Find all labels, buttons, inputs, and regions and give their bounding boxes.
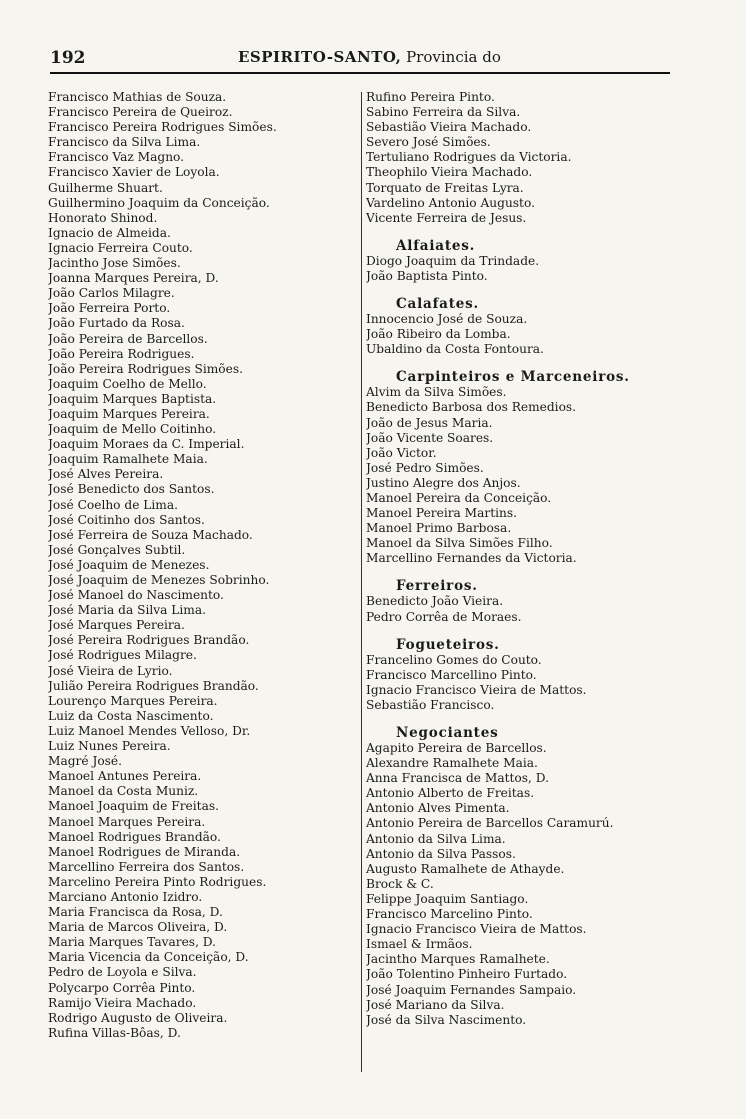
name-entry: Antonio Pereira de Barcellos Caramurú.: [366, 816, 614, 831]
name-entry: Justino Alegre dos Anjos.: [366, 475, 521, 490]
name-entry: Joanna Marques Pereira, D.: [48, 271, 219, 286]
name-entry: Ramijo Vieira Machado.: [48, 995, 197, 1010]
name-entry: Francisco Marcellino Pinto.: [366, 667, 537, 682]
name-entry: Manoel Marques Pereira.: [48, 814, 206, 829]
name-entry: José Gonçalves Subtil.: [48, 542, 186, 557]
name-entry: João Pereira Rodrigues Simões.: [48, 361, 243, 376]
name-entry: Luiz da Costa Nascimento.: [48, 708, 214, 723]
name-entry: Antonio Alves Pimenta.: [366, 801, 510, 816]
name-entry: Lourenço Marques Pereira.: [48, 693, 218, 708]
name-entry: Manoel da Silva Simões Filho.: [366, 536, 553, 551]
name-entry: Ignacio Francisco Vieira de Mattos.: [366, 922, 587, 937]
name-entry: Felippe Joaquim Santiago.: [366, 891, 529, 906]
name-entry: Ubaldino da Costa Fontoura.: [366, 342, 544, 357]
name-entry: José Benedicto dos Santos.: [48, 482, 215, 497]
name-entry: Theophilo Vieira Machado.: [366, 165, 533, 180]
name-entry: Luiz Nunes Pereira.: [48, 739, 171, 754]
name-entry: João Ferreira Porto.: [48, 301, 171, 316]
name-entry: Honorato Shinod.: [48, 210, 158, 225]
name-entry: Benedicto João Vieira.: [366, 594, 504, 609]
name-entry: Marciano Antonio Izidro.: [48, 889, 203, 904]
name-entry: José Vieira de Lyrio.: [48, 663, 173, 678]
name-entry: Pedro de Loyola e Silva.: [48, 965, 197, 980]
name-entry: José Coitinho dos Santos.: [48, 512, 205, 527]
name-entry: João Pereira de Barcellos.: [48, 331, 208, 346]
name-entry: Polycarpo Corrêa Pinto.: [48, 980, 196, 995]
running-head: [238, 48, 501, 66]
name-entry: Vicente Ferreira de Jesus.: [366, 210, 527, 225]
section-heading: Fogueteiros.: [396, 636, 500, 653]
name-entry: João Carlos Milagre.: [48, 286, 175, 301]
section-heading: Negociantes: [396, 725, 499, 741]
name-entry: Antonio Alberto de Freitas.: [366, 786, 535, 801]
name-entry: Sebastião Francisco.: [366, 697, 495, 712]
name-entry: Manoel da Costa Muniz.: [48, 784, 199, 799]
section-heading: Ferreiros.: [396, 578, 478, 595]
page-number: 192: [50, 48, 86, 68]
name-entry: Innocencio José de Souza.: [366, 312, 528, 327]
name-entry: José Mariano da Silva.: [366, 997, 505, 1012]
name-entry: Alvim da Silva Simões.: [366, 385, 507, 400]
name-entry: Ismael & Irmãos.: [366, 937, 473, 952]
name-entry: Benedicto Barbosa dos Remedios.: [366, 400, 577, 415]
right-column: [366, 90, 696, 1028]
name-entry: Marcellino Ferreira dos Santos.: [48, 859, 245, 874]
name-entry: Brock & C.: [366, 876, 434, 891]
name-entry: Alexandre Ramalhete Maia.: [366, 756, 538, 771]
name-entry: Magré José.: [48, 754, 123, 769]
name-entry: Francisco Pereira de Queiroz.: [48, 105, 233, 120]
name-entry: Manoel Primo Barbosa.: [366, 521, 512, 536]
name-entry: João Victor.: [366, 445, 437, 460]
name-entry: Francisco Vaz Magno.: [48, 150, 185, 165]
page-header: [50, 46, 670, 74]
name-entry: José Maria da Silva Lima.: [48, 603, 206, 618]
name-entry: Manoel Rodrigues Brandão.: [48, 829, 221, 844]
name-entry: Francelino Gomes do Couto.: [366, 652, 542, 667]
name-entry: Francisco Pereira Rodrigues Simões.: [48, 120, 277, 135]
name-entry: Luiz Manoel Mendes Velloso, Dr.: [48, 723, 251, 738]
name-entry: Guilherme Shuart.: [48, 180, 163, 195]
name-entry: João Pereira Rodrigues.: [48, 346, 195, 361]
name-entry: Joaquim Marques Baptista.: [48, 391, 217, 406]
left-column: [48, 90, 360, 1041]
name-entry: Joaquim de Mello Coitinho.: [48, 422, 217, 437]
name-entry: José Joaquim Fernandes Sampaio.: [366, 982, 577, 997]
name-entry: Joaquim Ramalhete Maia.: [48, 452, 208, 467]
name-entry: Manoel Pereira da Conceição.: [366, 490, 552, 505]
name-entry: Maria Francisca da Rosa, D.: [48, 905, 223, 920]
name-entry: Francisco Xavier de Loyola.: [48, 165, 220, 180]
name-entry: José Pedro Simões.: [366, 460, 484, 475]
name-entry: José Marques Pereira.: [48, 618, 185, 633]
name-entry: Rufino Pereira Pinto.: [366, 90, 495, 104]
name-entry: Pedro Corrêa de Moraes.: [366, 609, 522, 624]
name-entry: Severo José Simões.: [366, 135, 491, 150]
section-heading: Calafates.: [396, 296, 480, 313]
name-entry: Rodrigo Augusto de Oliveira.: [48, 1010, 228, 1025]
name-entry: Maria de Marcos Oliveira, D.: [48, 920, 228, 935]
running-head-subtitle: Provincia do: [406, 48, 501, 66]
name-entry: Jacintho Marques Ramalhete.: [366, 952, 550, 967]
name-entry: Antonio da Silva Lima.: [366, 831, 506, 846]
name-entry: José Alves Pereira.: [48, 467, 164, 482]
name-entry: Marcellino Fernandes da Victoria.: [366, 551, 577, 566]
name-entry: Francisco da Silva Lima.: [48, 135, 201, 150]
name-entry: João Vicente Soares.: [366, 430, 494, 445]
name-entry: Torquato de Freitas Lyra.: [366, 180, 524, 195]
name-entry: João Ribeiro da Lomba.: [366, 327, 511, 342]
name-entry: Francisco Marcelino Pinto.: [366, 907, 533, 922]
name-entry: João Baptista Pinto.: [366, 268, 488, 283]
name-entry: Joaquim Moraes da C. Imperial.: [48, 437, 245, 452]
name-entry: Ignacio Francisco Vieira de Mattos.: [366, 682, 587, 697]
name-entry: Tertuliano Rodrigues da Victoria.: [366, 150, 572, 165]
name-entry: Diogo Joaquim da Trindade.: [366, 253, 540, 268]
name-entry: Joaquim Coelho de Mello.: [48, 376, 207, 391]
name-entry: Manoel Antunes Pereira.: [48, 769, 202, 784]
name-entry: Maria Vicencia da Conceição, D.: [48, 950, 249, 965]
name-entry: Marcelino Pereira Pinto Rodrigues.: [48, 874, 267, 889]
name-entry: Julião Pereira Rodrigues Brandão.: [48, 678, 259, 693]
name-entry: João Tolentino Pinheiro Furtado.: [366, 967, 568, 982]
name-entry: Ignacio de Almeida.: [48, 225, 171, 240]
name-entry: José Rodrigues Milagre.: [48, 648, 197, 663]
name-entry: José Joaquim de Menezes.: [48, 557, 210, 572]
name-entry: José Joaquim de Menezes Sobrinho.: [48, 573, 270, 587]
name-entry: Ignacio Ferreira Couto.: [48, 240, 193, 255]
name-entry: José Pereira Rodrigues Brandão.: [48, 633, 250, 648]
name-entry: Manoel Rodrigues de Miranda.: [48, 844, 241, 859]
name-entry: Jacintho Jose Simões.: [48, 256, 181, 271]
column-divider: [361, 92, 362, 1072]
name-entry: Rufina Villas-Bôas, D.: [48, 1025, 181, 1040]
name-entry: Guilhermino Joaquim da Conceição.: [48, 195, 270, 210]
name-entry: José Coelho de Lima.: [48, 497, 178, 512]
name-entry: Manoel Joaquim de Freitas.: [48, 799, 219, 814]
name-entry: Antonio da Silva Passos.: [366, 846, 516, 861]
name-entry: Sebastião Vieira Machado.: [366, 120, 532, 135]
name-entry: João Furtado da Rosa.: [48, 316, 185, 331]
name-entry: Joaquim Marques Pereira.: [48, 406, 210, 421]
name-entry: Agapito Pereira de Barcellos.: [366, 741, 547, 755]
name-entry: Francisco Mathias de Souza.: [48, 90, 227, 104]
name-entry: Maria Marques Tavares, D.: [48, 935, 217, 950]
name-entry: José Manoel do Nascimento.: [48, 588, 224, 603]
running-head-title: ESPIRITO-SANTO,: [238, 48, 402, 66]
name-entry: João de Jesus Maria.: [366, 415, 493, 430]
name-entry: Sabino Ferreira da Silva.: [366, 105, 521, 120]
name-entry: Augusto Ramalhete de Athayde.: [366, 861, 565, 876]
name-entry: José da Silva Nascimento.: [366, 1012, 527, 1027]
name-entry: Anna Francisca de Mattos, D.: [366, 771, 549, 786]
section-heading: Alfaiates.: [396, 237, 476, 254]
name-entry: José Ferreira de Souza Machado.: [48, 527, 253, 542]
name-entry: Vardelino Antonio Augusto.: [366, 195, 535, 210]
name-entry: Manoel Pereira Martins.: [366, 506, 518, 521]
section-heading: Carpinteiros e Marceneiros.: [396, 369, 630, 386]
